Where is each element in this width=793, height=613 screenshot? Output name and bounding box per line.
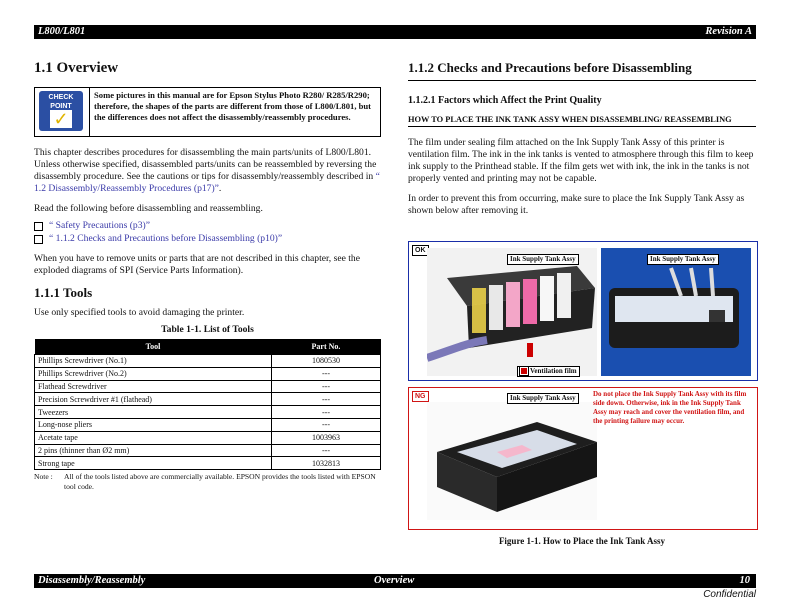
part-number-cell: ---: [272, 418, 381, 431]
table-row: [35, 418, 381, 431]
footer-bar: [34, 574, 756, 588]
table-row: [35, 380, 381, 393]
tools-table-body: [35, 355, 381, 470]
tool-name-cell: Long-nose pliers: [35, 418, 272, 431]
section-title-overview: 1.1 Overview: [34, 60, 119, 76]
figure-ok-panel: [408, 241, 758, 381]
ink-tank-photo-ok-2: [601, 248, 751, 376]
table-header-tool: Tool: [35, 339, 272, 355]
label-ink-supply-tank-assy-ng: Ink Supply Tank Assy: [507, 393, 579, 404]
table-row: [35, 355, 381, 368]
footer-section: Overview: [374, 575, 415, 586]
link-disassembly-procedures[interactable]: “ 1.2 Disassembly/Reassembly Procedures (p17)”: [34, 171, 380, 194]
table-row: [35, 393, 381, 406]
part-number-cell: ---: [272, 393, 381, 406]
tool-name-cell: 2 pins (thinner than Ø2 mm): [35, 444, 272, 457]
read-following-text: Read the following before disassembling and reassembling.: [34, 203, 263, 214]
list-item: [34, 232, 381, 245]
check-icon-line1: CHECK: [48, 94, 74, 101]
table-row: [35, 406, 381, 419]
part-number-cell: 1032813: [272, 457, 381, 470]
spi-paragraph: When you have to remove units or parts that are not described in this chapter, see the exploded diagrams of SPI (Service Parts Information).: [34, 253, 360, 276]
section-title-checks: 1.1.2 Checks and Precautions before Disassembling: [408, 60, 692, 75]
part-number-cell: 1003963: [272, 431, 381, 444]
part-number-cell: ---: [272, 367, 381, 380]
header-bar: [34, 25, 756, 39]
table-note: [34, 472, 381, 492]
checkbox-square-icon: [34, 222, 43, 231]
footer-chapter: Disassembly/Reassembly: [38, 575, 146, 586]
checkmark-icon: ✓: [50, 110, 72, 128]
label-ink-supply-tank-assy-1: Ink Supply Tank Assy: [507, 254, 579, 265]
confidential-label: Confidential: [703, 589, 756, 600]
label-ventilation-film: Ventilation film: [517, 366, 580, 377]
check-icon-line2: POINT: [50, 103, 72, 110]
tools-table: [34, 339, 381, 470]
check-point-icon: [35, 88, 90, 136]
table-row: [35, 457, 381, 470]
figure-caption: Figure 1-1. How to Place the Ink Tank Assy: [498, 536, 666, 546]
tool-name-cell: Acetate tape: [35, 431, 272, 444]
ink-tank-photo-ok-1: [427, 248, 597, 376]
reference-list: [34, 219, 381, 245]
part-number-cell: ---: [272, 444, 381, 457]
part-number-cell: ---: [272, 380, 381, 393]
note-label: Note :: [34, 472, 53, 482]
link-checks-precautions[interactable]: “ 1.1.2 Checks and Precautions before Disassembling (p10)”: [49, 233, 283, 244]
figure-ng-panel: [408, 387, 758, 530]
part-number-cell: 1080530: [272, 355, 381, 368]
tool-name-cell: Tweezers: [35, 406, 272, 419]
link-safety-precautions[interactable]: “ Safety Precautions (p3)”: [49, 220, 150, 231]
right-column: [408, 60, 756, 217]
ng-tag: NG: [412, 391, 429, 402]
label-ink-supply-tank-assy-2: Ink Supply Tank Assy: [647, 254, 719, 265]
ng-warning-text: Do not place the Ink Supply Tank Assy with its film side down. Otherwise, ink in the Ink Supply Tank Assy may reach and cover the ventilation film, and the printing failure may occur.: [593, 390, 747, 425]
note-text: All of the tools listed above are commercially available. EPSON provides the tools listed with EPSON tool code.: [64, 472, 376, 492]
placement-paragraph: In order to prevent this from occurring, make sure to place the Ink Supply Tank Assy as shown below after removing it.: [408, 193, 745, 216]
tool-name-cell: Flathead Screwdriver: [35, 380, 272, 393]
header-model: L800/L801: [38, 26, 86, 37]
title-rule: [408, 80, 756, 81]
tool-name-cell: Phillips Screwdriver (No.1): [35, 355, 272, 368]
ventilation-paragraph: The film under sealing film attached on the Ink Supply Tank Assy of this printer is ventilation film. The ink in the ink tanks is vented to atmosphere through this film to keep ink supply to the Printhead stable. If the film gets wet with ink, the ink in the tanks is not properly vented and printing may not be capable.: [408, 137, 754, 184]
tool-name-cell: Phillips Screwdriver (No.2): [35, 367, 272, 380]
tools-intro: Use only specified tools to avoid damaging the printer.: [34, 307, 245, 318]
section-title-tools: 1.1.1 Tools: [34, 285, 93, 300]
ok-tag: OK: [412, 245, 429, 256]
table-row: [35, 367, 381, 380]
list-item: [34, 219, 381, 232]
footer-page-number: 10: [739, 575, 750, 586]
tool-name-cell: Precision Screwdriver #1 (flathead): [35, 393, 272, 406]
overview-paragraph: This chapter describes procedures for disassembling the main parts/units of L800/L801. Unless otherwise specified, disassembled parts/units can be reassembled by reversing the disassembly procedure. See the cautions or tips for disassembly/reassembly described in “ 1.2 Disassembly/Reassembly Procedures (p17)”.: [34, 147, 380, 194]
table-row: [35, 431, 381, 444]
subhead-ink-tank: HOW TO PLACE THE INK TANK ASSY WHEN DISASSEMBLING/ REASSEMBLING: [408, 114, 756, 127]
tool-name-cell: Strong tape: [35, 457, 272, 470]
header-revision: Revision A: [705, 26, 752, 37]
left-column: [34, 60, 381, 492]
ink-tank-photo-ng: [427, 402, 597, 520]
table-header-part-no: Part No.: [272, 339, 381, 355]
check-point-text: Some pictures in this manual are for Epson Stylus Photo R280/ R285/R290; therefore, the shapes of the parts are different from those of L800/L801, but the differences does not affect the disassembly/reassembly procedures.: [94, 90, 372, 122]
table-row: [35, 444, 381, 457]
table-caption: Table 1-1. List of Tools: [161, 324, 254, 335]
part-number-cell: ---: [272, 406, 381, 419]
checkbox-square-icon: [34, 235, 43, 244]
subsection-title: 1.1.2.1 Factors which Affect the Print Quality: [408, 95, 602, 106]
check-point-box: [34, 87, 381, 137]
